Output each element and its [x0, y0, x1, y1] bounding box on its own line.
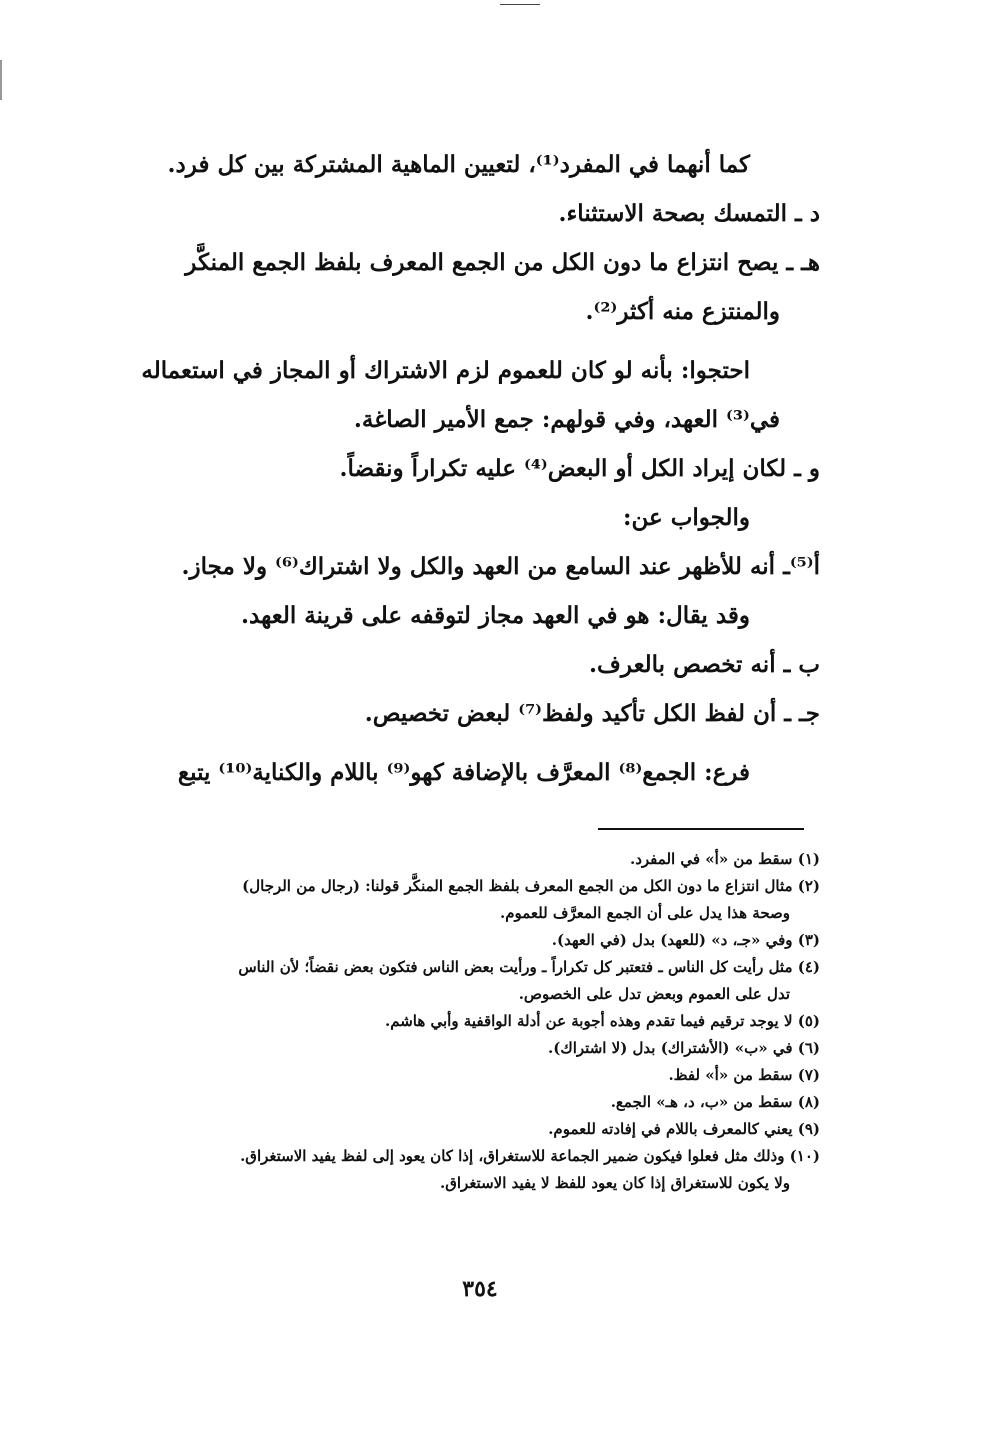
footnote-3: (٣) وفي «جـ، د» (للعهد) بدل (في العهد). — [551, 931, 820, 949]
text-line-3: هـ ـ يصح انتزاع ما دون الكل من الجمع المعرف بلفظ الجمع المنكَّر — [185, 249, 820, 276]
footnotes — [100, 846, 820, 1197]
footnote-8: (٨) سقط من «ب، د، هـ» الجمع. — [610, 1093, 820, 1111]
footnote-10: (١٠) وذلك مثل فعلوا فيكون ضمير الجماعة للاستغراق، إذا كان يعود إلى لفظ يفيد الاستغراق. — [240, 1147, 820, 1165]
text-line-10: وقد يقال: هو في العهد مجاز لتوقفه على قرينة العهد. — [241, 602, 750, 629]
footnote-2: (٢) مثال انتزاع ما دون الكل من الجمع المعرف بلفظ الجمع المنكَّر قولنا: (رجال من الرجال) — [242, 877, 820, 895]
footnote-7: (٧) سقط من «أ» لفظ. — [668, 1066, 820, 1084]
text-line-5: احتجوا: بأنه لو كان للعموم لزم الاشتراك أو المجاز في استعماله — [141, 357, 750, 384]
text-line-7: و ـ لكان إيراد الكل أو البعض⁽⁴⁾ عليه تكراراً ونقضاً. — [339, 455, 820, 482]
scan-mark — [500, 4, 540, 5]
footnote-separator — [598, 828, 804, 830]
footnote-1: (١) سقط من «أ» في المفرد. — [630, 850, 820, 868]
footnote-5: (٥) لا يوجد ترقيم فيما تقدم وهذه أجوبة عن أدلة الواقفية وأبي هاشم. — [385, 1012, 820, 1030]
footnote-2-cont: وصحة هذا يدل على أن الجمع المعرَّف للعموم. — [499, 904, 790, 922]
text-line-4: والمنتزع منه أكثر⁽²⁾. — [585, 298, 780, 325]
text-line-13: فرع: الجمع⁽⁸⁾ المعرَّف بالإضافة كهو⁽⁹⁾ باللام والكناية⁽¹⁰⁾ يتبع — [177, 759, 750, 786]
text-line-12: جـ ـ أن لفظ الكل تأكيد ولفظ⁽⁷⁾ لبعض تخصيص. — [364, 700, 820, 727]
main-text — [100, 140, 820, 797]
scan-edge-mark — [0, 60, 2, 100]
text-line-6: في⁽³⁾ العهد، وفي قولهم: جمع الأمير الصاغة. — [353, 406, 780, 433]
text-line-2: د ـ التمسك بصحة الاستثناء. — [558, 200, 820, 227]
section-heading: والجواب عن: — [622, 504, 750, 531]
footnote-4-cont: تدل على العموم وبعض تدل على الخصوص. — [518, 985, 790, 1003]
text-line-11: ب ـ أنه تخصص بالعرف. — [589, 651, 820, 678]
footnote-6: (٦) في «ب» (الأشتراك) بدل (لا اشتراك). — [548, 1039, 820, 1057]
page-number: ٣٥٤ — [462, 1276, 498, 1302]
footnote-10-cont: ولا يكون للاستغراق إذا كان يعود للفظ لا يفيد الاستغراق. — [440, 1174, 790, 1192]
footnote-4: (٤) مثل رأيت كل الناس ـ فتعتبر كل تكراراً ـ ورأيت بعض الناس فتكون بعض نقضاً؛ لأن الناس — [238, 958, 820, 976]
text-line-9: أ⁽⁵⁾ـ أنه للأظهر عند السامع من العهد والكل ولا اشتراك⁽⁶⁾ ولا مجاز. — [181, 553, 820, 580]
footnote-9: (٩) يعني كالمعرف باللام في إفادته للعموم. — [548, 1120, 820, 1138]
text-line-1: كما أنهما في المفرد⁽¹⁾، لتعيين الماهية المشتركة بين كل فرد. — [167, 151, 750, 178]
